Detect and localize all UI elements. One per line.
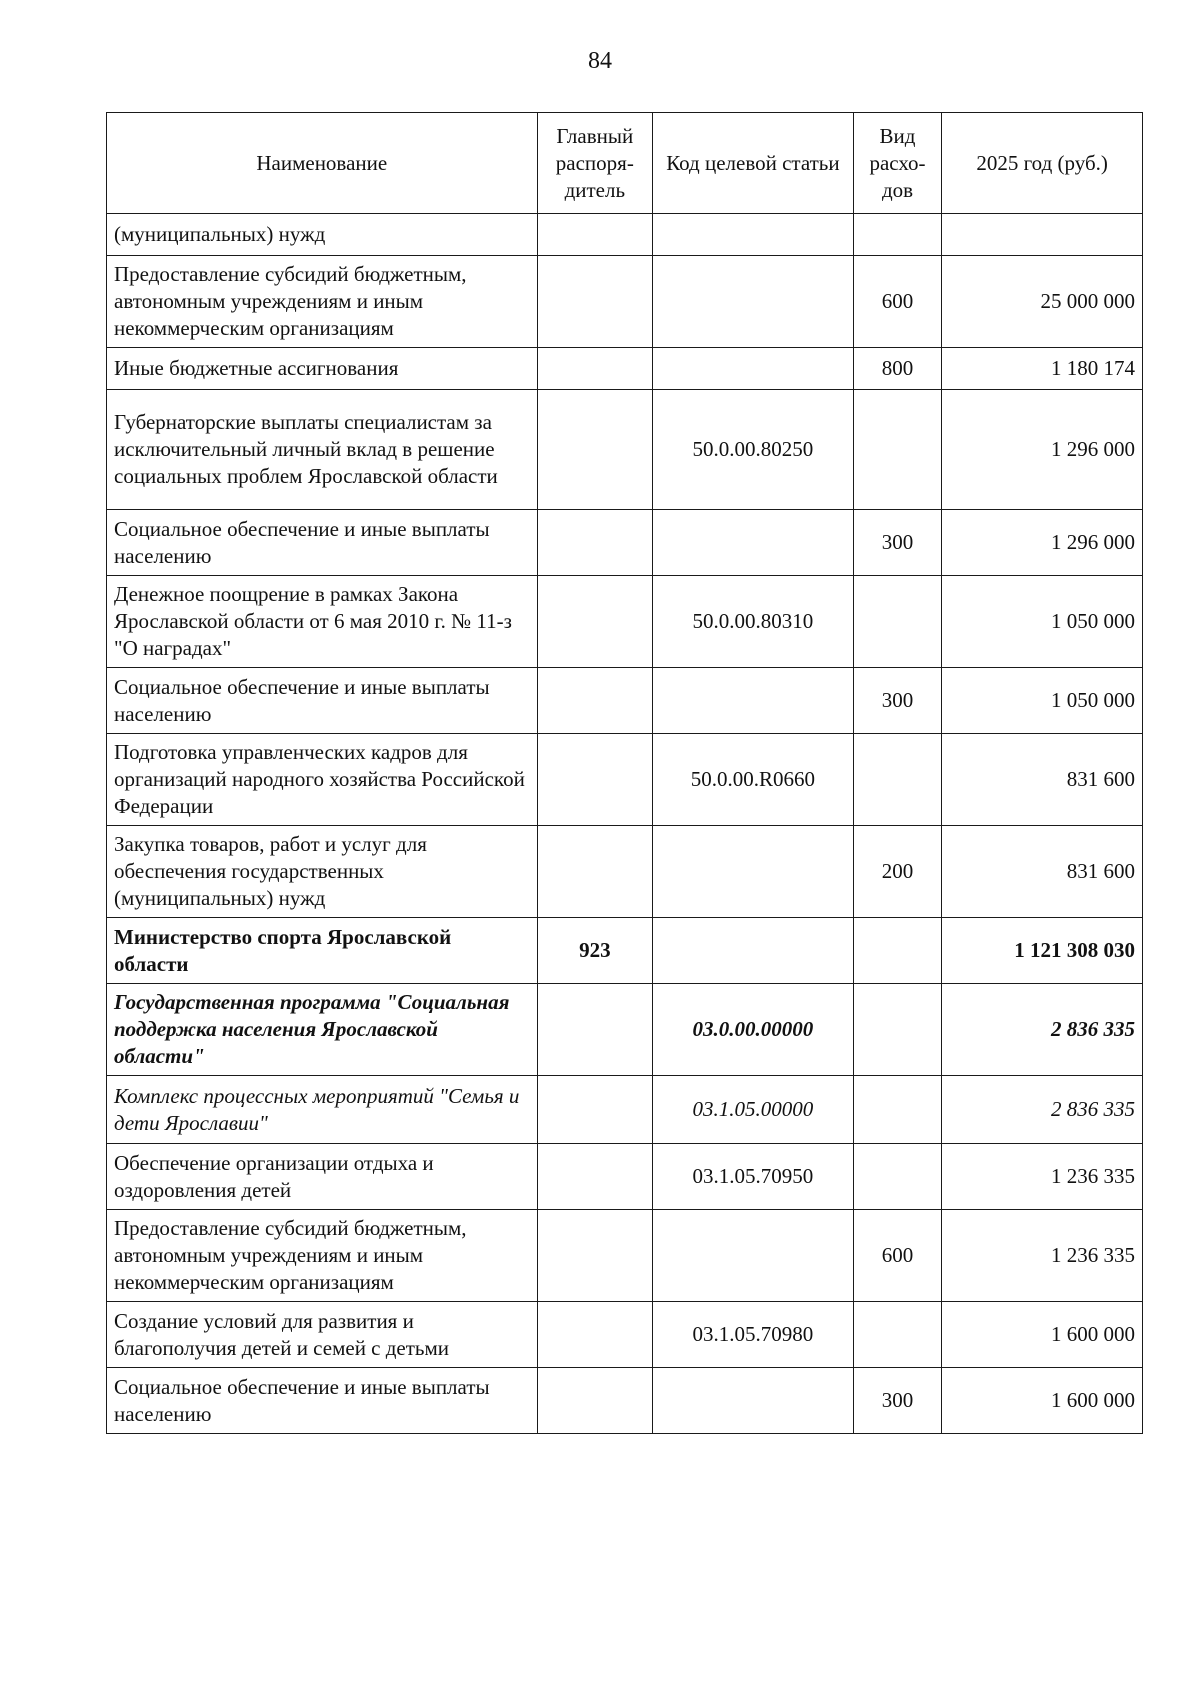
cell-chief-admin — [537, 256, 652, 348]
cell-name: Обеспечение организации отдыха и оздоровления детей — [107, 1144, 538, 1210]
cell-target-code — [653, 214, 854, 256]
cell-chief-admin — [537, 214, 652, 256]
cell-expense-type — [853, 576, 941, 668]
cell-sum: 1 296 000 — [942, 390, 1143, 510]
cell-expense-type: 600 — [853, 256, 941, 348]
table-row — [107, 214, 1143, 256]
cell-target-code — [653, 510, 854, 576]
cell-name: Государственная программа "Социальная поддержка населения Ярославской области" — [107, 984, 538, 1076]
cell-sum: 2 836 335 — [942, 984, 1143, 1076]
cell-chief-admin — [537, 668, 652, 734]
cell-expense-type: 300 — [853, 510, 941, 576]
table-row — [107, 1368, 1143, 1434]
cell-target-code: 50.0.00.R0660 — [653, 734, 854, 826]
cell-expense-type — [853, 214, 941, 256]
cell-sum: 2 836 335 — [942, 1076, 1143, 1144]
cell-name: Денежное поощрение в рамках Закона Ярославской области от 6 мая 2010 г. № 11-з "О наградах" — [107, 576, 538, 668]
table-row — [107, 510, 1143, 576]
cell-sum: 1 600 000 — [942, 1368, 1143, 1434]
cell-sum — [942, 214, 1143, 256]
table-header-row — [107, 113, 1143, 214]
cell-target-code — [653, 668, 854, 734]
cell-target-code: 03.1.05.70980 — [653, 1302, 854, 1368]
cell-expense-type: 600 — [853, 1210, 941, 1302]
cell-target-code — [653, 1368, 854, 1434]
table-row — [107, 390, 1143, 510]
cell-name: Закупка товаров, работ и услуг для обеспечения государственных (муниципальных) нужд — [107, 826, 538, 918]
cell-name: Социальное обеспечение и иные выплаты населению — [107, 510, 538, 576]
header-chief-admin: Главный распоря-дитель — [537, 113, 652, 214]
cell-target-code: 03.1.05.00000 — [653, 1076, 854, 1144]
cell-name: Комплекс процессных мероприятий "Семья и дети Ярославии" — [107, 1076, 538, 1144]
cell-target-code: 03.0.00.00000 — [653, 984, 854, 1076]
cell-name: (муниципальных) нужд — [107, 214, 538, 256]
cell-target-code: 50.0.00.80250 — [653, 390, 854, 510]
cell-sum: 1 236 335 — [942, 1144, 1143, 1210]
cell-expense-type: 300 — [853, 668, 941, 734]
cell-sum: 1 236 335 — [942, 1210, 1143, 1302]
cell-expense-type — [853, 984, 941, 1076]
cell-chief-admin — [537, 826, 652, 918]
table-row — [107, 576, 1143, 668]
cell-target-code — [653, 348, 854, 390]
cell-expense-type: 200 — [853, 826, 941, 918]
table-row — [107, 1076, 1143, 1144]
cell-sum: 1 296 000 — [942, 510, 1143, 576]
cell-target-code — [653, 826, 854, 918]
cell-chief-admin — [537, 390, 652, 510]
cell-expense-type: 300 — [853, 1368, 941, 1434]
cell-chief-admin — [537, 348, 652, 390]
table-body — [107, 214, 1143, 1434]
cell-sum: 25 000 000 — [942, 256, 1143, 348]
cell-chief-admin — [537, 1076, 652, 1144]
cell-chief-admin — [537, 984, 652, 1076]
cell-target-code — [653, 918, 854, 984]
header-target-code: Код целевой статьи — [653, 113, 854, 214]
cell-chief-admin — [537, 1210, 652, 1302]
cell-name: Губернаторские выплаты специалистам за исключительный личный вклад в решение социальных проблем Ярославской области — [107, 390, 538, 510]
cell-name: Иные бюджетные ассигнования — [107, 348, 538, 390]
cell-name: Создание условий для развития и благополучия детей и семей с детьми — [107, 1302, 538, 1368]
cell-sum: 1 121 308 030 — [942, 918, 1143, 984]
cell-chief-admin — [537, 1144, 652, 1210]
cell-sum: 1 600 000 — [942, 1302, 1143, 1368]
cell-expense-type — [853, 918, 941, 984]
cell-sum: 1 050 000 — [942, 668, 1143, 734]
cell-sum: 831 600 — [942, 826, 1143, 918]
cell-expense-type: 800 — [853, 348, 941, 390]
cell-expense-type — [853, 1144, 941, 1210]
cell-name: Подготовка управленческих кадров для организаций народного хозяйства Российской Федерации — [107, 734, 538, 826]
table-row — [107, 826, 1143, 918]
table-row — [107, 918, 1143, 984]
cell-sum: 831 600 — [942, 734, 1143, 826]
cell-chief-admin — [537, 1302, 652, 1368]
cell-expense-type — [853, 734, 941, 826]
table-row — [107, 1302, 1143, 1368]
table-row — [107, 984, 1143, 1076]
cell-sum: 1 180 174 — [942, 348, 1143, 390]
cell-name: Предоставление субсидий бюджетным, автономным учреждениям и иным некоммерческим организациям — [107, 256, 538, 348]
table-row — [107, 734, 1143, 826]
budget-table — [106, 112, 1143, 1434]
cell-expense-type — [853, 1302, 941, 1368]
cell-name: Предоставление субсидий бюджетным, автономным учреждениям и иным некоммерческим организациям — [107, 1210, 538, 1302]
table-row — [107, 668, 1143, 734]
cell-target-code: 03.1.05.70950 — [653, 1144, 854, 1210]
cell-target-code — [653, 1210, 854, 1302]
cell-expense-type — [853, 1076, 941, 1144]
table-row — [107, 256, 1143, 348]
cell-name: Социальное обеспечение и иные выплаты населению — [107, 1368, 538, 1434]
cell-target-code — [653, 256, 854, 348]
header-year-sum: 2025 год (руб.) — [942, 113, 1143, 214]
cell-name: Социальное обеспечение и иные выплаты населению — [107, 668, 538, 734]
cell-name: Министерство спорта Ярославской области — [107, 918, 538, 984]
cell-sum: 1 050 000 — [942, 576, 1143, 668]
cell-target-code: 50.0.00.80310 — [653, 576, 854, 668]
header-name: Наименование — [107, 113, 538, 214]
table-row — [107, 1144, 1143, 1210]
cell-chief-admin — [537, 576, 652, 668]
page-number: 84 — [588, 48, 612, 74]
cell-expense-type — [853, 390, 941, 510]
cell-chief-admin — [537, 510, 652, 576]
cell-chief-admin: 923 — [537, 918, 652, 984]
cell-chief-admin — [537, 734, 652, 826]
cell-chief-admin — [537, 1368, 652, 1434]
table-row — [107, 348, 1143, 390]
table-row — [107, 1210, 1143, 1302]
header-expense-type: Вид расхо-дов — [853, 113, 941, 214]
